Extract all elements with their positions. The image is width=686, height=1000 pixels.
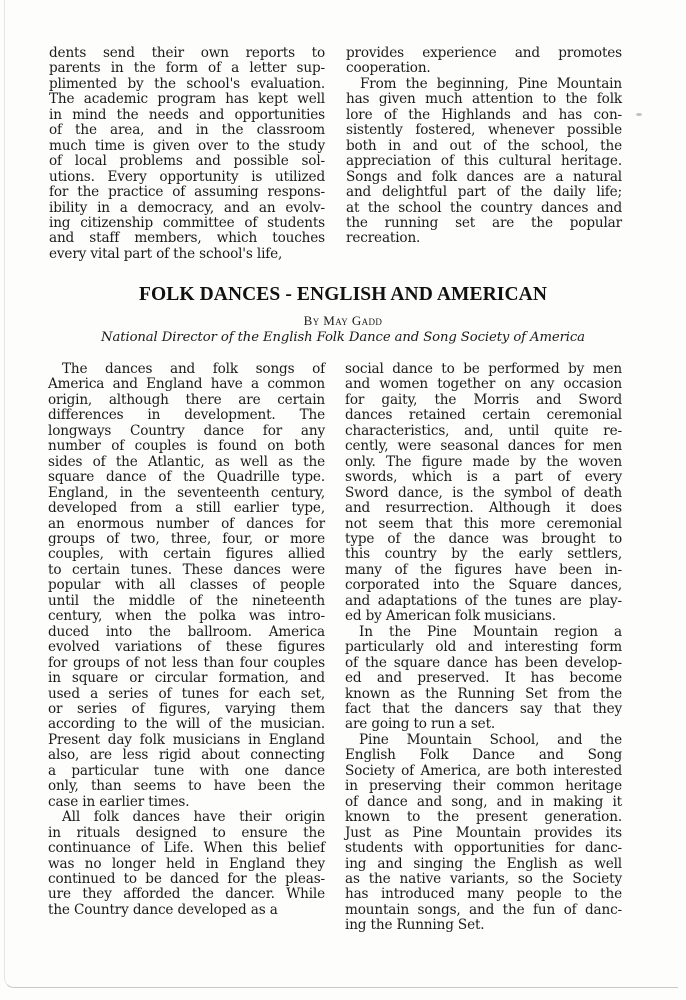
text-line: provides experience and promotes [346, 45, 622, 61]
text-line: of dance and song, and in making it [345, 793, 622, 810]
text-line: recreation. [346, 230, 421, 247]
text-line: ure they afforded the dancer. While [48, 886, 325, 903]
text-line: the Country dance developed as a [48, 901, 278, 918]
text-line: differences in development. The [48, 407, 325, 424]
text-line: ibility in a democracy, and an evolv- [49, 199, 325, 216]
text-line: mountain songs, and the fun of danc- [345, 901, 622, 918]
text-line: for the practice of assuming respons- [49, 184, 325, 201]
text-line: Sword dance, is the symbol of death [345, 484, 622, 501]
text-line: From the beginning, Pine Mountain [360, 75, 622, 92]
text-line: Just as Pine Mountain provides its [345, 824, 622, 841]
text-line: dances retained certain ceremonial [345, 407, 622, 424]
text-line: swords, which is a part of every [345, 469, 622, 486]
text-line: utions. Every opportunity is utilized [49, 168, 325, 185]
text-line: longways Country dance for any [48, 422, 325, 439]
text-line: square dance of the Quadrille type. [48, 469, 325, 486]
text-line: was no longer held in England they [48, 855, 325, 872]
text-line: Songs and folk dances are a natural [346, 168, 622, 185]
text-line: not seem that this more ceremonial [345, 515, 622, 532]
text-line: case in earlier times. [48, 793, 190, 810]
text-line: continuance of Life. When this belief [48, 840, 325, 857]
text-line: students with opportunities for danc- [345, 840, 622, 857]
text-line: sides of the Atlantic, as well as the [48, 453, 325, 470]
text-line: fact that the dancers say that they [345, 700, 622, 717]
text-line: type of the dance was brought to [345, 530, 622, 547]
text-line: In the Pine Mountain region a [359, 623, 622, 640]
text-line: has introduced many people to the [345, 886, 622, 903]
text-line: also, are less rigid about connecting [48, 747, 325, 764]
text-line: Present day folk musicians in England [48, 731, 325, 748]
text-line: characteristics, and, until quite re- [345, 422, 622, 439]
text-line: Society of America, are both interested [345, 762, 622, 779]
text-line: at the school the country dances and [346, 199, 622, 216]
text-line: ed and preserved. It has become [345, 670, 622, 687]
text-line: parents in the form of a letter sup- [49, 60, 325, 77]
text-line: ing and singing the English as well [345, 855, 622, 872]
text-line: social dance to be performed by men [345, 361, 622, 377]
text-line: lore of the Highlands and has con- [346, 106, 622, 123]
text-line: only, than seems to have been the [48, 778, 325, 795]
text-line: has given much attention to the folk [346, 91, 622, 108]
text-line: The dances and folk songs of [62, 361, 325, 377]
text-line: and adaptations of the tunes are play- [345, 592, 622, 609]
text-line: ing citizenship committee of students [49, 214, 325, 231]
text-line: corporated into the Square dances, [345, 577, 622, 594]
text-line: particularly old and interesting form [345, 639, 622, 656]
text-line: many of the figures have been in- [345, 561, 622, 578]
text-line: of local problems and possible sol- [49, 153, 325, 170]
text-line: of the area, and in the classroom [49, 122, 325, 139]
text-line: continued to be danced for the pleas- [48, 870, 325, 887]
text-line: known as the Running Set from the [345, 685, 622, 702]
text-line: the running set are the popular [346, 214, 622, 231]
text-line: English Folk Dance and Song [345, 747, 622, 764]
text-line: every vital part of the school's life, [49, 245, 283, 262]
text-line: as the native variants, so the Society [345, 870, 622, 887]
text-line: in mind the needs and opportunities [49, 106, 325, 123]
text-line: Pine Mountain School, and the [359, 731, 622, 748]
text-line: known to the present generation. [345, 809, 622, 826]
text-line: a particular tune with one dance [48, 762, 325, 779]
text-line: in square or circular formation, and [48, 670, 325, 687]
text-line: of the square dance has been develop- [345, 654, 622, 671]
text-line: both in and out of the school, the [346, 137, 622, 154]
text-line: All folk dances have their origin [62, 809, 325, 826]
top-right-column [346, 46, 622, 247]
text-line: and staff members, which touches [49, 230, 325, 247]
text-line: for gaity, the Morris and Sword [345, 391, 622, 408]
text-line: to certain tunes. These dances were [48, 561, 325, 578]
text-line: in preserving their common heritage [345, 778, 622, 795]
text-line: cently, were seasonal dances for men [345, 438, 622, 455]
author-affiliation: National Director of the English Folk Dance and Song Society of America [101, 330, 585, 345]
text-line: America and England have a common [48, 376, 325, 393]
text-line: The academic program has kept well [49, 91, 325, 108]
text-line: developed from a still earlier type, [48, 500, 325, 517]
text-line: groups of two, three, four, or more [48, 530, 325, 547]
text-line: England, in the seventeenth century, [48, 484, 325, 501]
text-line: this country by the early settlers, [345, 546, 622, 563]
article-right-column [345, 362, 622, 934]
text-line: or series of figures, varying them [48, 700, 325, 717]
text-line: duced into the ballroom. America [48, 623, 325, 640]
text-line: cooperation. [346, 60, 431, 77]
text-line: and women together on any occasion [345, 376, 622, 393]
text-line: for groups of not less than four couples [48, 654, 325, 671]
text-line: used a series of tunes for each set, [48, 685, 325, 702]
article-byline: By May Gadd [303, 313, 383, 328]
text-line: evolved variations of these figures [48, 639, 325, 656]
text-line: in rituals designed to ensure the [48, 824, 325, 841]
text-line: couples, with certain figures allied [48, 546, 325, 563]
article-title: FOLK DANCES - ENGLISH AND AMERICAN [138, 284, 548, 305]
text-line: and resurrection. Although it does [345, 500, 622, 517]
text-line: popular with all classes of people [48, 577, 325, 594]
text-line: according to the will of the musician. [48, 716, 325, 733]
text-line: and delightful part of the daily life; [346, 184, 622, 201]
text-line: much time is given over to the study [49, 137, 325, 154]
text-line: ing the Running Set. [345, 917, 485, 934]
text-line: appreciation of this cultural heritage. [346, 153, 622, 170]
text-line: an enormous number of dances for [48, 515, 325, 532]
text-line: century, when the polka was intro- [48, 608, 325, 625]
paper-speck [636, 113, 642, 116]
article-left-column [48, 362, 325, 918]
text-line: are going to run a set. [345, 716, 496, 733]
text-line: number of couples is found on both [48, 438, 325, 455]
text-line: origin, although there are certain [48, 391, 325, 408]
text-line: sistently fostered, whenever possible [346, 122, 622, 139]
text-line: until the middle of the nineteenth [48, 592, 325, 609]
top-left-column [49, 46, 325, 262]
text-line: only. The figure made by the woven [345, 453, 622, 470]
text-line: plimented by the school's evaluation. [49, 75, 325, 92]
text-line: ed by American folk musicians. [345, 608, 556, 625]
text-line: dents send their own reports to [49, 45, 325, 61]
